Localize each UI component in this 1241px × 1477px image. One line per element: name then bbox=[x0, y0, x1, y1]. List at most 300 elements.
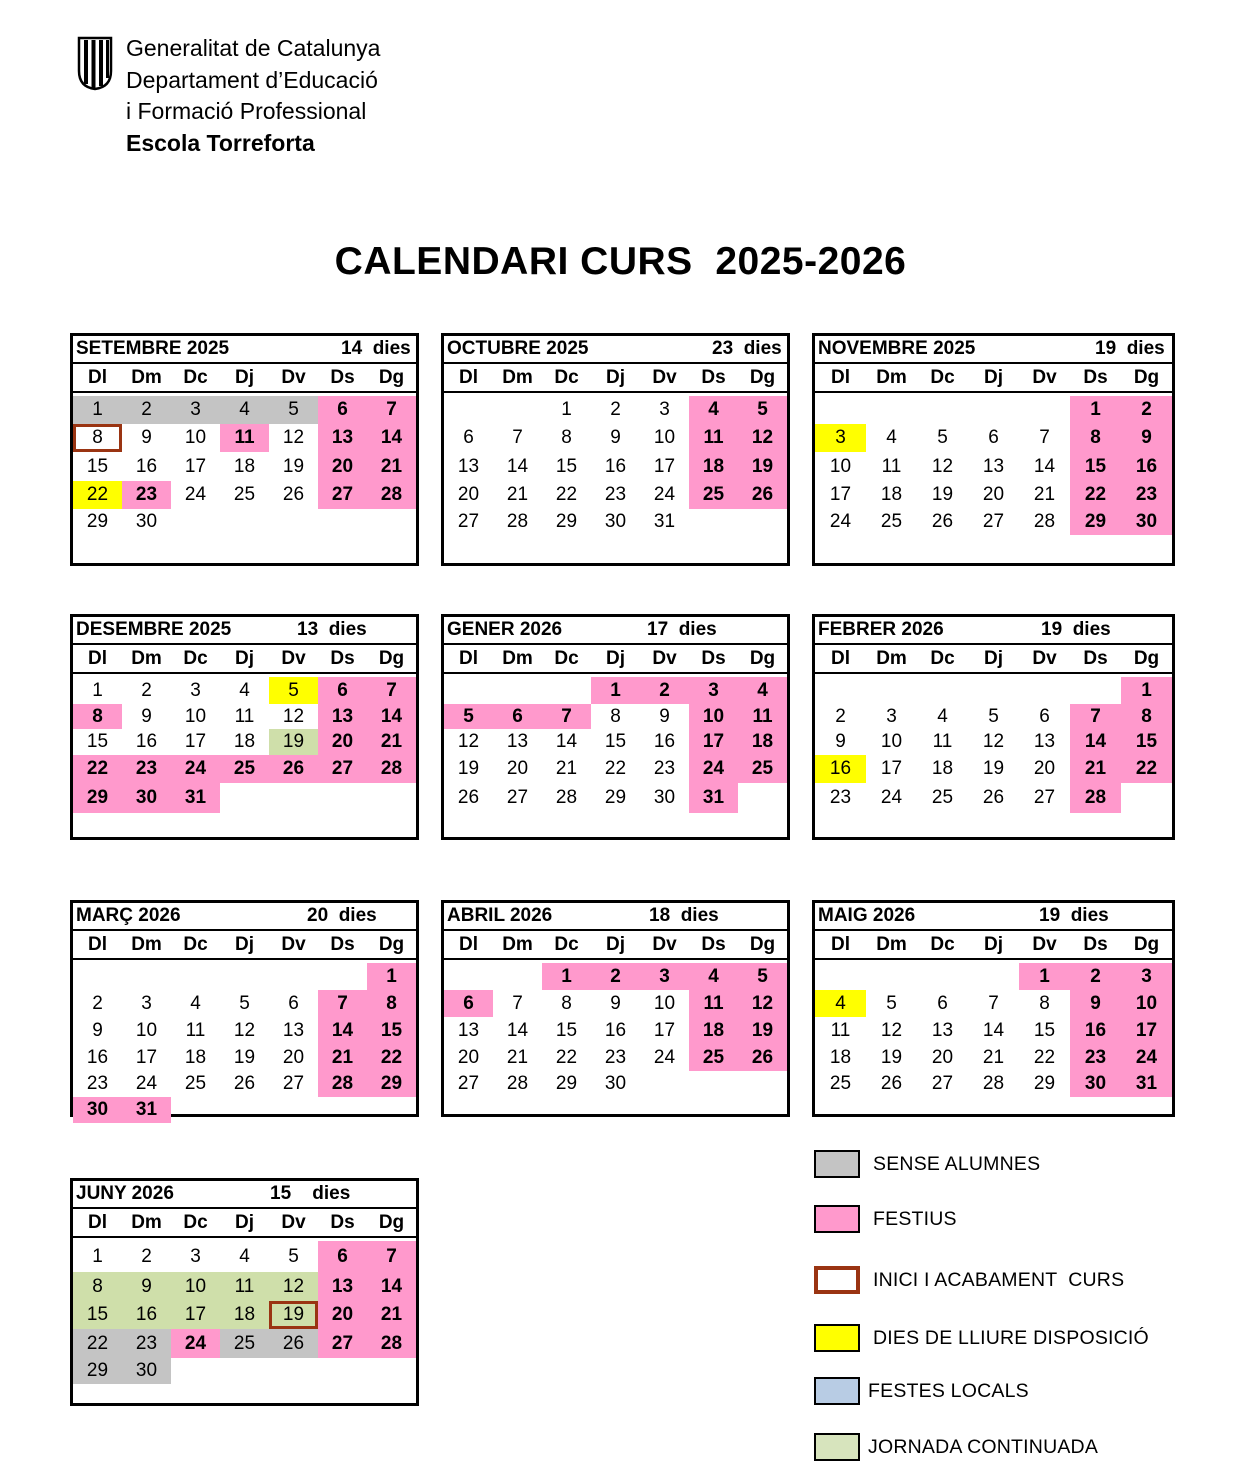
day-cell: 19 bbox=[880, 1047, 903, 1068]
day-cell: 26 bbox=[931, 511, 954, 532]
empty-day-cell bbox=[917, 677, 968, 704]
empty-day-cell bbox=[738, 509, 787, 535]
weekday-label: Dm bbox=[876, 648, 907, 669]
empty-day-cell bbox=[917, 963, 968, 990]
day-cell: 27 bbox=[457, 1073, 480, 1094]
day-cell: 11 bbox=[689, 990, 738, 1017]
day-cell: 11 bbox=[881, 455, 902, 477]
day-cell: 30 bbox=[135, 511, 158, 532]
day-cell: 19 bbox=[269, 729, 318, 755]
day-cell: 27 bbox=[457, 511, 480, 532]
month-header bbox=[444, 903, 787, 931]
header-line-1: Generalitat de Catalunya bbox=[126, 35, 381, 61]
day-cell: 25 bbox=[233, 484, 256, 505]
month-name: OCTUBRE 2025 bbox=[447, 338, 589, 359]
day-cell: 21 bbox=[1070, 755, 1121, 783]
day-cell: 28 bbox=[982, 1073, 1005, 1094]
weekday-label: Dl bbox=[88, 648, 107, 669]
legend-label: FESTES LOCALS bbox=[868, 1380, 1029, 1402]
empty-day-cell bbox=[318, 963, 367, 990]
day-cell: 8 bbox=[73, 704, 122, 729]
month-name: GENER 2026 bbox=[447, 619, 563, 640]
day-cell: 10 bbox=[171, 1272, 220, 1301]
legend-swatch-icon bbox=[814, 1433, 860, 1461]
day-cell: 18 bbox=[184, 1047, 207, 1068]
day-cell: 7 bbox=[1039, 427, 1050, 448]
days-grid bbox=[73, 674, 416, 813]
day-cell: 25 bbox=[220, 1329, 269, 1358]
week-row bbox=[444, 783, 787, 813]
days-grid bbox=[815, 393, 1172, 535]
day-cell: 8 bbox=[610, 705, 621, 727]
school-name: Escola Torreforta bbox=[126, 129, 315, 156]
empty-day-cell bbox=[968, 677, 1019, 704]
month-name: DESEMBRE 2025 bbox=[76, 619, 232, 640]
month-header bbox=[444, 336, 787, 364]
empty-day-cell bbox=[220, 783, 269, 813]
weekday-label: Dg bbox=[749, 367, 776, 388]
weekday-label: Dv bbox=[652, 648, 677, 669]
day-cell: 11 bbox=[220, 1272, 269, 1301]
day-cell: 17 bbox=[184, 731, 207, 752]
day-cell: 9 bbox=[1070, 990, 1121, 1017]
week-row bbox=[73, 704, 416, 729]
day-cell: 13 bbox=[318, 424, 367, 452]
day-cell: 30 bbox=[604, 1073, 627, 1094]
month-calendar bbox=[441, 614, 790, 840]
weekday-label: Dg bbox=[378, 934, 405, 955]
empty-day-cell bbox=[220, 509, 269, 535]
day-cell: 28 bbox=[1033, 511, 1056, 532]
week-row bbox=[815, 1045, 1172, 1071]
day-cell: 23 bbox=[604, 1047, 627, 1068]
empty-day-cell bbox=[367, 783, 416, 813]
day-cell: 24 bbox=[653, 1047, 676, 1068]
days-grid bbox=[73, 393, 416, 535]
day-cell: 17 bbox=[829, 484, 852, 505]
day-cell: 14 bbox=[318, 1017, 367, 1045]
empty-day-cell bbox=[493, 963, 542, 990]
day-cell: 29 bbox=[86, 511, 109, 532]
day-cell: 24 bbox=[880, 787, 903, 808]
weekday-label: Dj bbox=[606, 934, 625, 955]
weekday-label: Dc bbox=[930, 367, 955, 388]
day-cell: 12 bbox=[233, 1020, 256, 1041]
month-name: FEBRER 2026 bbox=[818, 619, 944, 640]
week-row bbox=[73, 1097, 416, 1123]
weekday-label: Dl bbox=[459, 367, 478, 388]
day-cell: 6 bbox=[463, 427, 474, 448]
day-cell: 10 bbox=[135, 1020, 158, 1041]
empty-day-cell bbox=[917, 396, 968, 424]
empty-day-cell bbox=[171, 1358, 220, 1384]
week-row bbox=[815, 396, 1172, 424]
day-cell: 10 bbox=[689, 704, 738, 729]
generalitat-logo-icon bbox=[76, 35, 114, 91]
weekday-label: Dm bbox=[502, 367, 533, 388]
month-calendar bbox=[70, 614, 419, 840]
weekday-label: Dl bbox=[831, 934, 850, 955]
day-cell: 5 bbox=[886, 992, 897, 1014]
day-cell: 6 bbox=[988, 427, 999, 448]
empty-day-cell bbox=[122, 963, 171, 990]
weekday-label: Dc bbox=[554, 934, 579, 955]
weekday-label: Dl bbox=[88, 367, 107, 388]
day-cell: 27 bbox=[318, 755, 367, 783]
week-row bbox=[73, 755, 416, 783]
day-cell: 23 bbox=[122, 755, 171, 783]
day-cell: 14 bbox=[1033, 455, 1056, 477]
weekday-label: Ds bbox=[330, 934, 355, 955]
day-cell: 1 bbox=[1070, 396, 1121, 424]
day-cell: 20 bbox=[318, 729, 367, 755]
legend-label: INICI I ACABAMENT CURS bbox=[873, 1269, 1125, 1291]
day-cell: 7 bbox=[512, 992, 523, 1014]
empty-day-cell bbox=[318, 509, 367, 535]
day-cell: 12 bbox=[880, 1020, 903, 1041]
empty-day-cell bbox=[220, 1358, 269, 1384]
day-cell: 11 bbox=[689, 424, 738, 452]
day-cell: 18 bbox=[880, 484, 903, 505]
day-cell: 4 bbox=[239, 1245, 250, 1267]
day-cell: 13 bbox=[282, 1020, 305, 1041]
empty-day-cell bbox=[367, 509, 416, 535]
day-cell: 23 bbox=[1070, 1045, 1121, 1071]
week-row bbox=[815, 729, 1172, 755]
empty-day-cell bbox=[171, 509, 220, 535]
day-cell: 17 bbox=[135, 1047, 158, 1068]
weekday-label: Dl bbox=[831, 648, 850, 669]
day-cell: 15 bbox=[1070, 452, 1121, 481]
empty-day-cell bbox=[738, 783, 787, 813]
day-cell: 14 bbox=[555, 731, 578, 752]
weekday-label: Dg bbox=[749, 648, 776, 669]
weekday-label: Dv bbox=[281, 1212, 306, 1233]
day-cell: 12 bbox=[738, 990, 787, 1017]
day-cell: 25 bbox=[220, 755, 269, 783]
day-cell: 3 bbox=[689, 677, 738, 704]
day-cell: 21 bbox=[506, 484, 529, 505]
day-cell: 25 bbox=[184, 1073, 207, 1094]
weekday-header-row bbox=[73, 364, 416, 393]
day-cell: 19 bbox=[282, 455, 305, 477]
weekday-header-row bbox=[815, 364, 1172, 393]
day-cell: 3 bbox=[886, 705, 897, 727]
week-row bbox=[73, 783, 416, 813]
empty-day-cell bbox=[269, 783, 318, 813]
day-cell: 4 bbox=[689, 396, 738, 424]
empty-day-cell bbox=[815, 677, 866, 704]
day-cell: 6 bbox=[318, 1241, 367, 1272]
day-cell: 13 bbox=[318, 704, 367, 729]
day-cell: 12 bbox=[269, 1272, 318, 1301]
day-cell: 5 bbox=[937, 427, 948, 448]
month-header bbox=[815, 903, 1172, 931]
day-cell: 31 bbox=[653, 511, 676, 532]
legend-label: SENSE ALUMNES bbox=[873, 1153, 1041, 1175]
day-cell: 10 bbox=[880, 731, 903, 752]
header-line-3: i Formació Professional bbox=[126, 98, 367, 124]
weekday-label: Dj bbox=[984, 648, 1003, 669]
empty-day-cell bbox=[269, 1358, 318, 1384]
weekday-label: Dm bbox=[876, 934, 907, 955]
day-cell: 21 bbox=[982, 1047, 1005, 1068]
day-cell: 27 bbox=[318, 1329, 367, 1358]
day-cell: 4 bbox=[815, 990, 866, 1017]
month-name: MAIG 2026 bbox=[818, 905, 916, 926]
empty-day-cell bbox=[689, 1071, 738, 1097]
legend-swatch-icon bbox=[814, 1324, 860, 1352]
day-cell: 24 bbox=[184, 484, 207, 505]
day-cell: 16 bbox=[122, 1301, 171, 1329]
day-cell: 2 bbox=[141, 1245, 152, 1267]
day-cell: 23 bbox=[122, 481, 171, 509]
month-header bbox=[815, 336, 1172, 364]
day-cell: 1 bbox=[92, 679, 103, 701]
month-header bbox=[815, 617, 1172, 645]
day-cell: 9 bbox=[141, 705, 152, 727]
month-calendar bbox=[812, 614, 1175, 840]
day-cell: 21 bbox=[367, 452, 416, 481]
day-cell: 8 bbox=[73, 424, 122, 452]
empty-day-cell bbox=[444, 396, 493, 424]
week-row bbox=[815, 1017, 1172, 1045]
day-cell: 28 bbox=[367, 755, 416, 783]
day-cell: 25 bbox=[738, 755, 787, 783]
month-header bbox=[73, 336, 416, 364]
day-cell: 2 bbox=[835, 705, 846, 727]
day-cell: 16 bbox=[815, 755, 866, 783]
weekday-header-row bbox=[444, 931, 787, 960]
weekday-label: Dc bbox=[930, 648, 955, 669]
day-cell: 25 bbox=[931, 787, 954, 808]
day-cell: 7 bbox=[367, 396, 416, 424]
month-header bbox=[73, 1181, 416, 1209]
day-cell: 29 bbox=[367, 1071, 416, 1097]
week-row bbox=[73, 509, 416, 535]
empty-day-cell bbox=[866, 677, 917, 704]
week-row bbox=[444, 755, 787, 783]
empty-day-cell bbox=[171, 963, 220, 990]
empty-day-cell bbox=[269, 963, 318, 990]
weekday-label: Ds bbox=[330, 1212, 355, 1233]
week-row bbox=[444, 452, 787, 481]
school-days-count: 18 dies bbox=[649, 905, 719, 926]
day-cell: 12 bbox=[982, 731, 1005, 752]
week-row bbox=[444, 990, 787, 1017]
weekday-label: Dg bbox=[1133, 648, 1160, 669]
weekday-label: Ds bbox=[1083, 934, 1108, 955]
empty-day-cell bbox=[269, 1097, 318, 1123]
days-grid bbox=[73, 1238, 416, 1384]
day-cell: 16 bbox=[1121, 452, 1172, 481]
weekday-label: Ds bbox=[701, 648, 726, 669]
school-days-count: 19 dies bbox=[1095, 338, 1165, 359]
day-cell: 11 bbox=[234, 705, 255, 727]
weekday-label: Dj bbox=[235, 934, 254, 955]
day-cell: 3 bbox=[815, 424, 866, 452]
day-cell: 13 bbox=[1033, 731, 1056, 752]
day-cell: 27 bbox=[318, 481, 367, 509]
day-cell: 22 bbox=[73, 481, 122, 509]
day-cell: 1 bbox=[1121, 677, 1172, 704]
day-cell: 31 bbox=[1121, 1071, 1172, 1097]
day-cell: 2 bbox=[1121, 396, 1172, 424]
day-cell: 16 bbox=[86, 1047, 109, 1068]
day-cell: 7 bbox=[512, 427, 523, 448]
week-row bbox=[444, 963, 787, 990]
day-cell: 1 bbox=[591, 677, 640, 704]
day-cell: 22 bbox=[555, 484, 578, 505]
week-row bbox=[73, 1272, 416, 1301]
day-cell: 20 bbox=[982, 484, 1005, 505]
week-row bbox=[444, 481, 787, 509]
empty-day-cell bbox=[220, 963, 269, 990]
weekday-label: Dc bbox=[183, 367, 208, 388]
empty-day-cell bbox=[866, 396, 917, 424]
month-calendar bbox=[441, 900, 790, 1117]
day-cell: 14 bbox=[506, 455, 529, 477]
day-cell: 14 bbox=[367, 424, 416, 452]
day-cell: 6 bbox=[288, 992, 299, 1014]
day-cell: 5 bbox=[269, 677, 318, 704]
week-row bbox=[73, 1045, 416, 1071]
week-row bbox=[73, 677, 416, 704]
weekday-header-row bbox=[73, 1209, 416, 1238]
weekday-label: Dv bbox=[652, 367, 677, 388]
day-cell: 24 bbox=[1121, 1045, 1172, 1071]
day-cell: 11 bbox=[830, 1020, 851, 1041]
day-cell: 18 bbox=[689, 452, 738, 481]
day-cell: 20 bbox=[506, 758, 529, 779]
day-cell: 24 bbox=[689, 755, 738, 783]
empty-day-cell bbox=[738, 1071, 787, 1097]
day-cell: 13 bbox=[318, 1272, 367, 1301]
weekday-label: Dj bbox=[235, 648, 254, 669]
empty-day-cell bbox=[542, 677, 591, 704]
day-cell: 25 bbox=[829, 1073, 852, 1094]
weekday-label: Dj bbox=[606, 648, 625, 669]
day-cell: 19 bbox=[457, 758, 480, 779]
empty-day-cell bbox=[318, 1358, 367, 1384]
week-row bbox=[815, 452, 1172, 481]
week-row bbox=[444, 396, 787, 424]
day-cell: 10 bbox=[829, 455, 852, 477]
day-cell: 13 bbox=[457, 455, 480, 477]
day-cell: 28 bbox=[506, 511, 529, 532]
weekday-label: Ds bbox=[1083, 648, 1108, 669]
day-cell: 15 bbox=[86, 731, 109, 752]
day-cell: 31 bbox=[171, 783, 220, 813]
day-cell: 26 bbox=[282, 484, 305, 505]
days-grid bbox=[444, 960, 787, 1097]
day-cell: 8 bbox=[561, 992, 572, 1014]
week-row bbox=[815, 990, 1172, 1017]
weekday-label: Dl bbox=[459, 934, 478, 955]
day-cell: 2 bbox=[92, 992, 103, 1014]
day-cell: 2 bbox=[591, 963, 640, 990]
day-cell: 2 bbox=[610, 399, 621, 420]
day-cell: 12 bbox=[457, 731, 480, 752]
day-cell: 25 bbox=[689, 1045, 738, 1071]
day-cell: 30 bbox=[122, 1358, 171, 1384]
day-cell: 9 bbox=[141, 427, 152, 448]
day-cell: 29 bbox=[604, 787, 627, 808]
day-cell: 7 bbox=[1070, 704, 1121, 729]
day-cell: 23 bbox=[1121, 481, 1172, 509]
day-cell: 16 bbox=[1070, 1017, 1121, 1045]
weekday-label: Ds bbox=[701, 934, 726, 955]
day-cell: 17 bbox=[653, 1020, 676, 1041]
day-cell: 15 bbox=[555, 1020, 578, 1041]
day-cell: 5 bbox=[738, 963, 787, 990]
month-calendar bbox=[812, 900, 1175, 1117]
week-row bbox=[815, 755, 1172, 783]
day-cell: 5 bbox=[269, 396, 318, 424]
school-days-count: 19 dies bbox=[1039, 905, 1109, 926]
day-cell: 16 bbox=[604, 455, 627, 477]
day-cell: 15 bbox=[604, 731, 627, 752]
month-calendar bbox=[441, 333, 790, 566]
week-row bbox=[73, 729, 416, 755]
empty-day-cell bbox=[815, 396, 866, 424]
day-cell: 18 bbox=[738, 729, 787, 755]
month-calendar bbox=[70, 1178, 419, 1406]
month-name: MARÇ 2026 bbox=[76, 905, 181, 926]
week-row bbox=[815, 424, 1172, 452]
school-days-count: 15 dies bbox=[270, 1183, 351, 1204]
weekday-label: Ds bbox=[1083, 367, 1108, 388]
day-cell: 4 bbox=[190, 992, 201, 1014]
day-cell: 22 bbox=[1121, 755, 1172, 783]
weekday-label: Dg bbox=[378, 648, 405, 669]
week-row bbox=[815, 509, 1172, 535]
day-cell: 12 bbox=[931, 455, 954, 477]
day-cell: 17 bbox=[689, 729, 738, 755]
legend-swatch-icon bbox=[814, 1266, 860, 1294]
weekday-label: Dl bbox=[459, 648, 478, 669]
day-cell: 19 bbox=[982, 758, 1005, 779]
week-row bbox=[815, 963, 1172, 990]
day-cell: 2 bbox=[141, 679, 152, 701]
weekday-label: Dv bbox=[281, 648, 306, 669]
week-row bbox=[815, 481, 1172, 509]
weekday-label: Dj bbox=[235, 1212, 254, 1233]
days-grid bbox=[815, 674, 1172, 813]
day-cell: 28 bbox=[506, 1073, 529, 1094]
month-header bbox=[444, 617, 787, 645]
day-cell: 22 bbox=[73, 755, 122, 783]
day-cell: 29 bbox=[555, 511, 578, 532]
week-row bbox=[73, 481, 416, 509]
day-cell: 15 bbox=[1121, 729, 1172, 755]
day-cell: 28 bbox=[367, 481, 416, 509]
empty-day-cell bbox=[444, 963, 493, 990]
day-cell: 8 bbox=[367, 990, 416, 1017]
empty-day-cell bbox=[968, 396, 1019, 424]
day-cell: 6 bbox=[493, 704, 542, 729]
day-cell: 22 bbox=[367, 1045, 416, 1071]
legend-swatch-icon bbox=[814, 1377, 860, 1405]
week-row bbox=[73, 990, 416, 1017]
day-cell: 1 bbox=[542, 963, 591, 990]
weekday-label: Dj bbox=[235, 367, 254, 388]
day-cell: 26 bbox=[269, 755, 318, 783]
day-cell: 8 bbox=[561, 427, 572, 448]
day-cell: 17 bbox=[880, 758, 903, 779]
day-cell: 4 bbox=[937, 705, 948, 727]
empty-day-cell bbox=[1070, 677, 1121, 704]
